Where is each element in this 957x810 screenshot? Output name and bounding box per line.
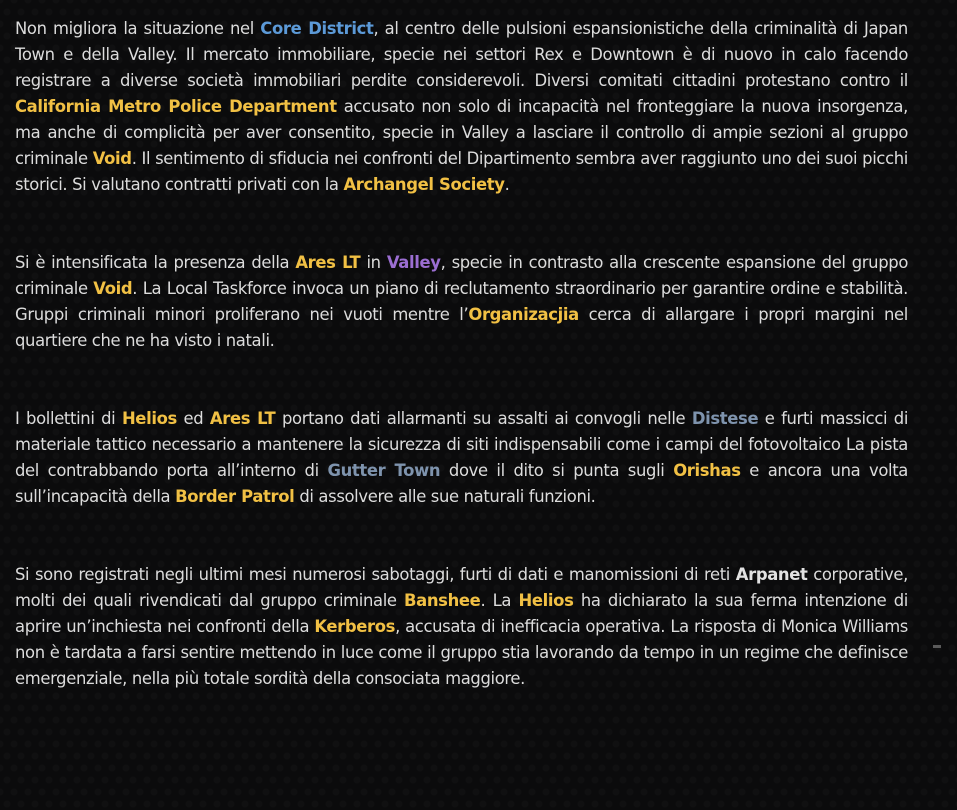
text-segment: e ancora una volta sull’incapacità della bbox=[15, 461, 908, 506]
text-segment: Non migliora la situazione nel bbox=[15, 19, 261, 38]
paragraph-helios-distese bbox=[15, 406, 908, 510]
paragraph-ares-valley bbox=[15, 250, 908, 354]
text-segment: cerca di allargare i propri margini nel quartiere che ne ha visto i natali. bbox=[15, 305, 908, 350]
text-segment: . La Local Taskforce invoca un piano di reclutamento straordinario per garantire ordine e stabilità. Gruppi criminali minori proliferano nei vuoti mentre l’ bbox=[15, 279, 908, 324]
paragraph-arpanet-sabotage bbox=[15, 562, 908, 692]
text-segment: . Il sentimento di sfiducia nei confronti del Dipartimento sembra aver raggiunto uno dei suoi picchi storici. Si valutano contratti privati con la bbox=[15, 149, 908, 194]
link-california-metro-police-department[interactable]: California Metro Police Department bbox=[15, 97, 337, 116]
link-arpanet[interactable]: Arpanet bbox=[735, 565, 808, 584]
scrollbar-thumb[interactable] bbox=[933, 645, 941, 648]
text-segment: ed bbox=[176, 409, 210, 428]
link-border-patrol[interactable]: Border Patrol bbox=[175, 487, 295, 506]
link-orishas[interactable]: Orishas bbox=[673, 461, 741, 480]
text-segment: I bollettini di bbox=[15, 409, 122, 428]
text-segment: ha dichiarato la sua ferma intenzione di aprire un’inchiesta nei confronti della bbox=[15, 591, 909, 636]
text-segment: , al centro delle pulsioni espansionistiche della criminalità di Japan Town e della Valley. Il mercato immobiliare, specie nei settori Rex e Downtown è di nuovo in calo facendo registrare a diverse società immobiliari perdite considerevoli. Diversi comitati cittadini protestano contro il bbox=[15, 19, 908, 90]
text-segment: portano dati allarmanti su assalti ai convogli nelle bbox=[275, 409, 692, 428]
text-segment: Si sono registrati negli ultimi mesi numerosi sabotaggi, furti di dati e manomissioni di reti bbox=[15, 565, 736, 584]
link-distese[interactable]: Distese bbox=[691, 409, 759, 428]
paragraph-core-district bbox=[15, 16, 908, 198]
news-article bbox=[15, 16, 908, 692]
text-segment: . bbox=[504, 175, 510, 194]
link-valley[interactable]: Valley bbox=[386, 253, 441, 272]
link-void[interactable]: Void bbox=[92, 149, 132, 168]
text-segment: in bbox=[360, 253, 387, 272]
text-segment: Si è intensificata la presenza della bbox=[15, 253, 296, 272]
link-banshee[interactable]: Banshee bbox=[404, 591, 481, 610]
text-segment: corporative, molti dei quali rivendicati dal gruppo criminale bbox=[15, 565, 908, 610]
link-helios[interactable]: Helios bbox=[518, 591, 574, 610]
link-ares-lt[interactable]: Ares LT bbox=[209, 409, 276, 428]
link-gutter-town[interactable]: Gutter Town bbox=[327, 461, 441, 480]
link-helios[interactable]: Helios bbox=[121, 409, 177, 428]
link-kerberos[interactable]: Kerberos bbox=[314, 617, 396, 636]
text-segment: e furti massicci di materiale tattico necessario a mantenere la sicurezza di siti indispensabili come i campi del fotovoltaico La pista del contrabbando porta all’interno di bbox=[15, 409, 909, 480]
link-core-district[interactable]: Core District bbox=[260, 19, 374, 38]
link-void[interactable]: Void bbox=[93, 279, 133, 298]
text-segment: , accusata di inefficacia operativa. La risposta di Monica Williams non è tardata a farsi sentire mettendo in luce come il gruppo stia lavorando da tempo in un regime che definisce emergenziale, nella più totale sordità della consociata maggiore. bbox=[15, 617, 908, 688]
link-ares-lt[interactable]: Ares LT bbox=[295, 253, 361, 272]
text-segment: di assolvere alle sue naturali funzioni. bbox=[294, 487, 596, 506]
text-segment: accusato non solo di incapacità nel fronteggiare la nuova insorgenza, ma anche di complicità per aver consentito, specie in Valley a lasciare il controllo di ampie sezioni al gruppo criminale bbox=[15, 97, 908, 168]
text-segment: dove il dito si punta sugli bbox=[440, 461, 674, 480]
text-segment: , specie in contrasto alla crescente espansione del gruppo criminale bbox=[15, 253, 909, 298]
link-organizacjia[interactable]: Organizacjia bbox=[468, 305, 579, 324]
text-segment: . La bbox=[480, 591, 519, 610]
link-archangel-society[interactable]: Archangel Society bbox=[343, 175, 505, 194]
